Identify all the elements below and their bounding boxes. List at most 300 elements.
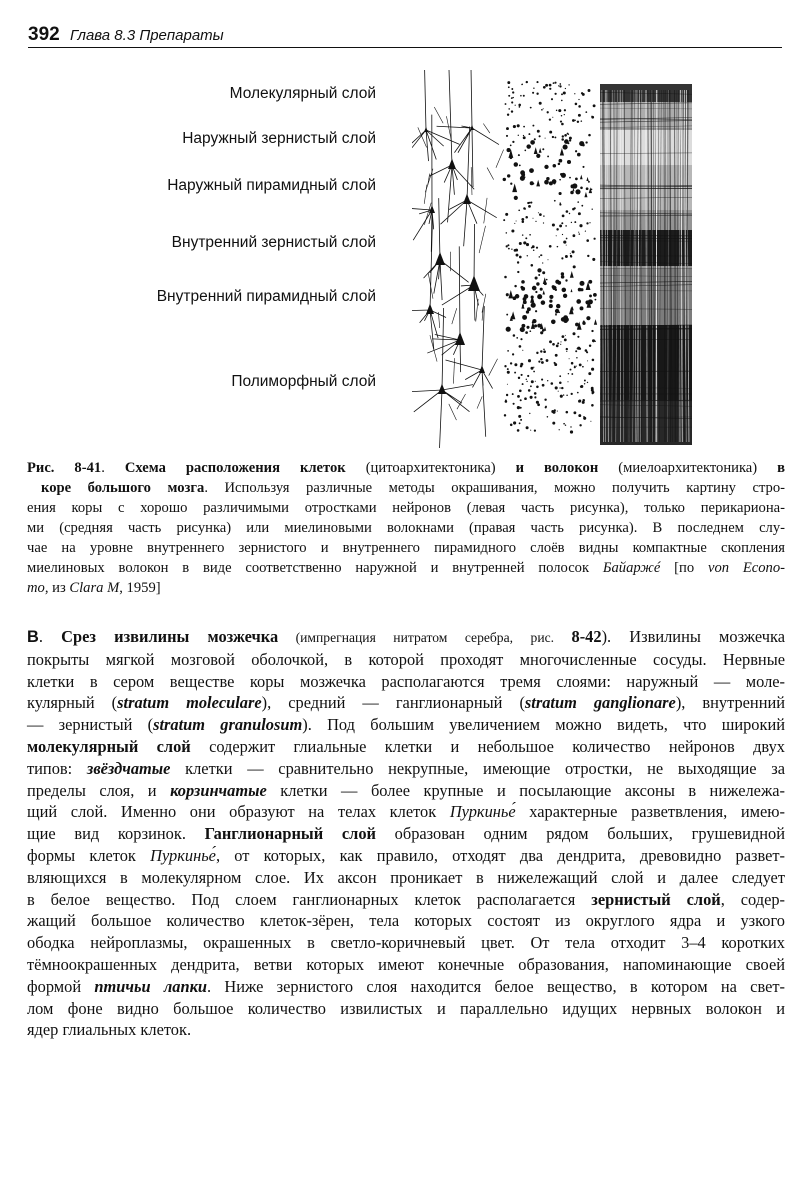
cell-body [505,213,508,216]
cell-body [517,395,520,398]
body-text-run: stratum moleculare [117,693,262,713]
cell-body [566,348,568,350]
cell-body [518,377,520,379]
caption-text-run: (цитоархитектоника) [345,460,516,476]
cell-body [556,235,557,236]
cell-body [520,407,522,409]
cell-body [540,288,543,291]
cell-body [560,148,564,155]
cell-body [561,115,562,116]
cell-body [573,411,576,414]
cell-body [552,136,554,138]
cell-body [579,224,582,227]
cell-body [588,280,592,284]
body-text-run: покрыты мягкой мозговой оболочкой, в которой проходят многочисленные сосуды. Нервные [27,649,785,669]
body-text-run: содержит глиальные клетки и небольшое количество нейронов двух [190,736,785,756]
caption-text-run: . [101,460,125,476]
cell-body [540,254,542,256]
body-text-run: клетки — более крупные и посылающие аксоны в нижележа- [266,780,785,800]
cell-body [589,222,590,223]
cell-body [568,134,569,135]
cell-body [549,118,551,120]
cell-body [504,365,506,367]
cell-body [527,255,528,256]
cell-body [552,223,555,226]
body-text-run: зернистый слой [591,889,721,909]
cell-body [555,280,559,284]
cell-body [567,160,571,164]
cell-body [531,367,534,370]
caption-text-run: [по [660,560,708,576]
cell-body [506,135,508,137]
cell-body [587,382,588,383]
cell-body [543,86,546,89]
cell-body [536,81,538,83]
cell-body [545,138,546,139]
cell-body [511,101,513,103]
cell-body [506,394,508,396]
cell-body [511,229,514,232]
cell-body [520,363,523,366]
cell-body [523,135,524,136]
cell-body [591,368,594,371]
cell-body [549,88,551,90]
cell-body [519,422,521,424]
cell-body [578,414,581,417]
layer-label-inner-pyramidal: Внутренний пирамидный слой [156,288,376,305]
caption-text-run: Clara M [69,580,120,596]
cell-body [568,373,569,374]
cell-body [539,135,541,137]
cell-body [566,411,569,414]
body-text-run: — зернистый ( [27,715,154,735]
figure-layer-labels [100,80,376,410]
cell-body [534,430,535,431]
cell-body [532,218,533,219]
body-line [27,998,785,1020]
cell-body [552,343,555,346]
body-text-run: типов: [27,758,87,778]
cell-body [585,141,587,143]
cell-body [570,255,572,257]
cell-body [533,367,534,368]
body-text-run: молекулярный слой [27,736,191,756]
cell-body [572,183,577,188]
cell-body [585,111,587,113]
cell-body [589,344,591,346]
cell-body [534,138,536,140]
tangential-fiber [600,371,692,372]
cell-body [522,304,524,306]
cell-body [527,202,529,204]
dendrite [441,127,497,247]
cell-body [512,393,514,395]
cell-body [539,213,542,216]
cell-body [517,261,519,263]
cell-body [583,417,586,420]
cell-body [523,126,525,128]
cortex-layers-illustration [412,70,696,448]
cell-body [588,134,591,137]
cell-body [547,111,549,113]
body-line [27,976,785,998]
cell-body [558,391,559,392]
cell-body [572,119,575,122]
cell-body [534,392,537,395]
cell-body [533,87,534,88]
cell-body [585,349,588,352]
body-line [27,954,785,976]
body-text-run: образован одним рядом больших, грушевидной [375,824,785,844]
body-text-run: Пуркинье́ [150,845,216,865]
caption-text-run: mo [27,580,45,596]
cell-body [575,178,578,181]
caption-text-run: чае на уровне внутреннего зернистого и внутреннего пирамидного слоёв видны компактные скопления [27,540,785,556]
cell-body [505,103,507,105]
body-text-run: Ганглионарный слой [204,824,376,844]
cell-body [561,257,563,259]
cell-body [592,258,595,261]
fiber-stroke [479,226,485,253]
cell-body [595,341,596,342]
fiber-stroke [476,299,478,322]
caption-line [27,558,785,578]
cell-body [507,244,509,246]
cell-body [588,372,591,375]
cell-body [588,89,591,92]
running-header [28,22,782,48]
cell-body [507,81,510,84]
cell-body [570,369,572,371]
cell-body [526,381,527,382]
cell-body [532,125,534,127]
cell-body [574,207,576,209]
fiber-stroke [424,185,427,204]
cell-body [591,330,593,332]
cell-body [504,276,507,279]
cell-body [569,177,571,179]
cell-body [570,191,574,195]
cell-body [516,254,519,257]
body-line [27,932,785,954]
cell-body [594,319,597,325]
cell-body [572,250,575,253]
cell-body [508,95,510,97]
cell-body [579,364,582,367]
cell-body [511,249,512,250]
cell-body [559,224,562,227]
caption-text-run: . Используя различные методы окрашивания, можно получить картину стро- [204,480,785,496]
cell-body [564,109,566,111]
cell-body [579,281,584,286]
cell-body [565,335,566,336]
cell-body [573,234,576,237]
cell-body [584,380,586,382]
cell-body [566,351,567,352]
cell-body [549,299,552,302]
cell-body [569,139,571,141]
body-text-run: клетки — сравнительно некрупные, имеющие отростки, не выходящие за [170,758,785,778]
cell-body [558,109,561,112]
cell-body [541,109,543,111]
cell-body [562,335,565,338]
cell-body [554,200,556,202]
cell-body [535,381,536,382]
body-text-run: ), внутренний [675,693,786,713]
cell-body [519,106,521,108]
cell-body [547,416,549,418]
cell-body [508,290,513,298]
cell-body [585,231,586,232]
cell-body [566,395,568,397]
cell-body [506,293,509,296]
cell-body [577,336,579,338]
cell-body [543,222,544,223]
body-line [27,780,785,802]
body-line [27,823,785,845]
body-line [27,801,785,823]
cell-body [564,139,569,144]
cell-body [571,362,574,365]
cell-body [565,88,566,89]
cell-body [524,294,529,299]
cell-body [577,153,581,157]
page-number: 392 [28,24,60,45]
dendrite [412,308,473,448]
body-text-run: в белое вещество. Под слоем ганглионарных клеток располагается [27,889,592,909]
cell-body [559,382,562,385]
cell-bodies-middle [503,81,598,434]
cell-body [544,282,547,285]
cell-body [566,245,567,246]
cell-body [536,247,538,249]
cell-body [540,358,542,360]
cell-body [578,288,582,292]
cell-body [591,404,594,407]
dendrite [412,70,460,161]
cell-body [507,114,509,116]
cell-body [517,271,519,273]
cell-body [541,300,546,305]
cell-body [520,419,522,421]
cell-body [543,348,545,350]
cell-body [558,85,559,86]
caption-line [27,518,785,538]
cell-body [589,294,592,297]
cell-body [570,430,573,433]
cell-body [530,430,531,431]
cell-body [530,385,532,387]
cell-body [587,360,588,361]
cell-body [551,320,556,325]
caption-text-run: Рис. 8-41 [27,460,102,476]
cell-body [562,215,565,218]
cell-body [542,290,545,294]
cell-body [510,424,513,427]
cell-body [579,424,581,426]
cell-body [517,429,520,432]
caption-text-run: и волокон [515,460,599,476]
cell-body [514,363,517,366]
body-line [27,867,785,889]
neuron-drawing-left [412,70,504,448]
body-text-run: пределы слоя, и [27,780,171,800]
caption-text-run: von Econo- [707,560,785,576]
body-line [27,845,785,867]
cell-body [537,130,540,133]
cell-body [588,299,593,304]
cell-body [528,389,531,392]
header-rule [28,47,782,48]
cell-body [542,384,545,387]
cell-body [569,358,570,359]
body-text-run: В [27,628,39,646]
cell-body [586,177,588,181]
cell-body [536,352,538,354]
cell-body [513,97,514,98]
cell-body [572,332,575,335]
cell-body [525,237,527,239]
cell-body [575,323,579,327]
cell-body [518,135,519,136]
cell-body [538,361,540,363]
cell-body [539,256,541,258]
cell-body [526,144,530,148]
cell-body [512,91,514,93]
fiber-stroke [449,404,457,420]
cell-body [523,95,525,97]
cell-body [575,150,577,152]
layer-label-inner-granular: Внутренний зернистый слой [171,234,376,251]
cell-body [541,379,543,381]
cell-body [526,310,529,313]
cell-body [559,85,561,87]
cell-body [530,140,535,145]
cell-body [514,162,518,166]
cell-body [575,365,576,366]
cell-body [529,234,531,236]
body-text-run: ), средний — ганглионарный ( [261,693,525,713]
cell-body [591,387,594,390]
cell-body [522,383,524,385]
cell-body [558,311,560,313]
cell-body [518,415,521,418]
cell-body [559,204,561,206]
cell-body [559,192,562,195]
body-line [27,736,785,758]
cell-body [554,93,556,95]
cell-body [571,393,573,395]
cell-body [546,279,548,281]
cell-body [523,300,527,304]
body-text-run: вляющихся в молекулярном слое. Их аксон проникает в нижележащий слой и далее следует [27,867,785,887]
cell-body [577,121,579,123]
cell-body [508,108,510,110]
body-text-run: stratum granulosum [153,715,303,735]
cell-body [513,125,516,128]
cell-body [586,222,588,224]
cell-body [514,196,518,200]
cell-body [542,262,543,263]
cell-body [512,184,517,193]
fiber-stroke [471,167,472,195]
layer-label-molecular: Молекулярный слой [229,85,376,102]
cell-body [570,253,571,254]
cell-body [516,337,518,339]
body-line [27,714,785,736]
cell-body [521,374,523,376]
cell-body [593,238,595,240]
cell-body [535,310,537,312]
fiber-stroke [452,308,457,324]
cell-body [522,234,523,235]
cell-body [556,110,557,111]
cell-body [587,255,589,257]
body-line [27,910,785,932]
cell-body [559,83,561,85]
cell-body [521,218,524,221]
cell-body [564,338,567,341]
cell-body [563,91,566,94]
caption-text-run: миелиновых волокон в виде соответственно наружной и внутренней полосок [27,560,603,576]
cell-body [536,386,539,389]
cell-body [588,181,590,183]
cell-body [592,359,595,362]
cell-body [564,114,565,115]
cell-body [589,187,592,193]
cell-body [560,121,562,123]
cell-body [593,104,596,107]
body-text-run: клетки в сером веществе коры мозжечка располагаются тремя слоями: наружный — моле- [27,671,785,691]
cell-body [514,249,517,252]
cell-body [506,314,508,316]
cell-body [544,165,548,169]
body-text-run: (импрегнация нитратом серебра, рис. [278,630,572,645]
cell-body [530,107,532,109]
cell-body [525,216,528,219]
cell-body [560,173,563,176]
cell-body [520,327,525,332]
fiber-stroke [477,396,482,408]
cell-body [538,274,540,276]
cell-body [532,245,535,248]
cell-body [514,223,515,224]
cell-body [559,179,561,181]
cell-body [522,220,525,223]
cell-body [590,421,591,422]
cell-body [521,287,525,291]
cell-body [553,82,555,84]
cell-body [533,250,535,252]
cell-body [552,117,553,118]
fiber-stroke [489,359,498,376]
cell-body [519,345,522,348]
cell-body [524,208,526,210]
caption-line [27,498,785,518]
body-line [27,1019,785,1041]
cell-body [555,354,558,357]
cell-body [565,225,567,227]
cell-body [575,350,577,352]
cell-body [570,271,574,278]
cell-body [517,124,520,127]
cell-body [584,192,587,197]
fiber-stroke [496,150,504,168]
cell-body [561,222,563,224]
cell-body [532,92,534,94]
cell-body [532,302,534,304]
cell-body [534,396,536,398]
